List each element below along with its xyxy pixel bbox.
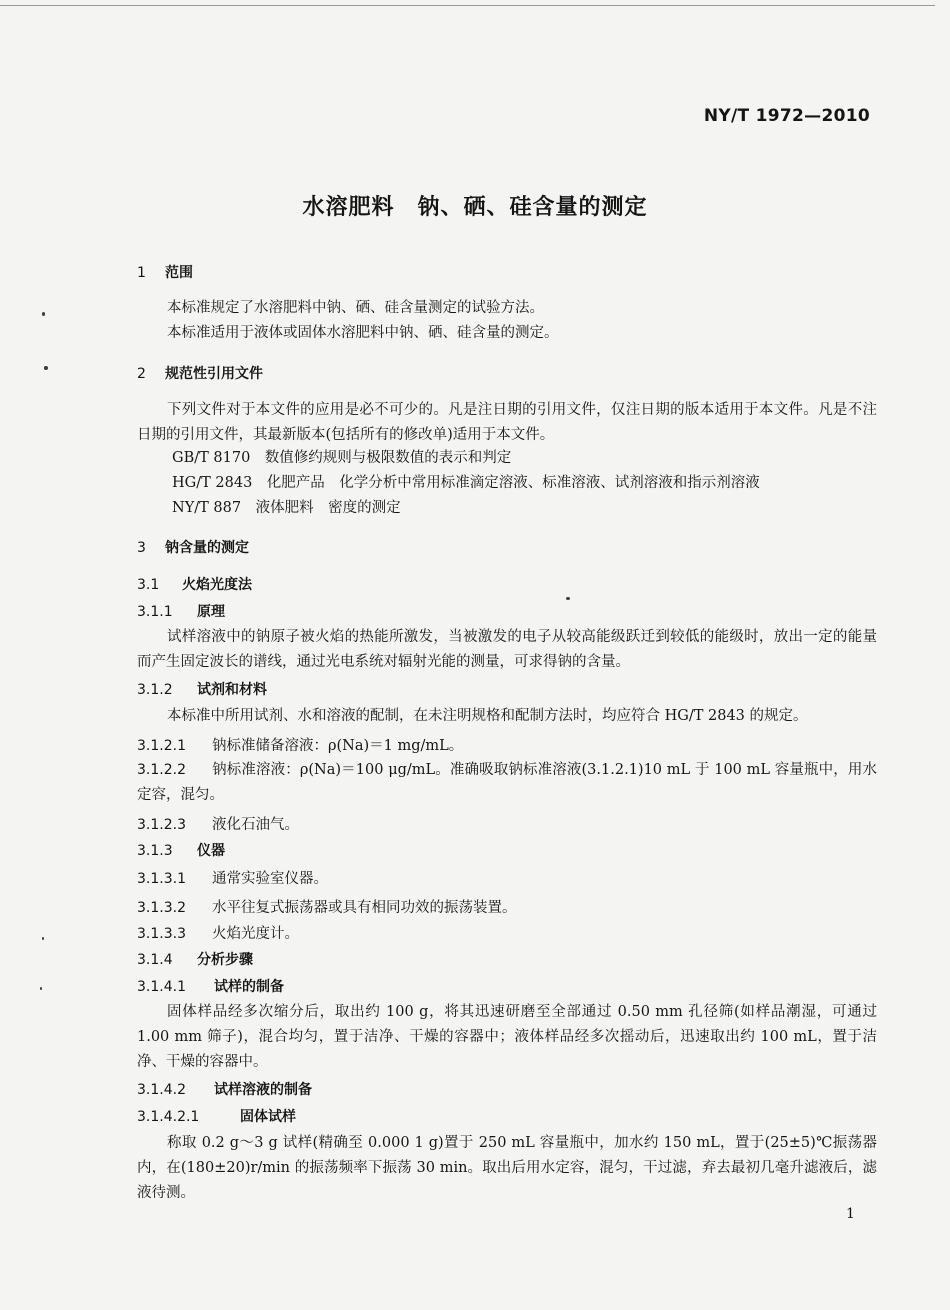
section-title: 固体试样	[240, 1109, 296, 1125]
scan-speck	[40, 987, 42, 990]
clause-number: 3.1.2.3	[137, 817, 186, 833]
section-3-1-2-heading	[137, 679, 267, 699]
clause-text: 钠标准储备溶液：ρ(Na)＝1 mg/mL。	[212, 738, 464, 754]
paragraph: 本标准中所用试剂、水和溶液的配制，在未注明规格和配制方法时，均应符合 HG/T 2843 的规定。	[167, 708, 808, 724]
section-title: 试样溶液的制备	[214, 1082, 312, 1098]
section-1-heading	[137, 262, 193, 282]
section-title: 钠含量的测定	[165, 540, 249, 556]
section-number: 3.1.2	[137, 682, 173, 698]
scan-speck	[44, 366, 48, 370]
section-number: 3.1	[137, 577, 160, 593]
clause-item	[137, 813, 299, 834]
section-3-1-4-1-heading	[137, 976, 284, 996]
paragraph: 本标准适用于液体或固体水溶肥料中钠、硒、硅含量的测定。	[167, 325, 559, 341]
section-3-1-3-heading	[137, 840, 225, 860]
section-3-1-heading	[137, 574, 252, 594]
document-title: 水溶肥料 钠、硒、硅含量的测定	[302, 195, 648, 220]
clause-text: 液化石油气。	[212, 817, 299, 833]
standard-number: NY/T 1972—2010	[703, 106, 870, 126]
clause-item	[137, 922, 299, 943]
scan-edge-line	[0, 5, 935, 6]
section-number: 3	[137, 540, 146, 556]
section-title: 分析步骤	[197, 952, 253, 968]
paragraph: 固体样品经多次缩分后，取出约 100 g，将其迅速研磨至全部通过 0.50 mm 孔径筛(如样品潮湿，可通过 1.00 mm 筛子)，混合均匀，置于洁净、干燥的容器中；液体样品经多次摇动后，迅速取出约 100 mL，置于洁净、干燥的容器中。	[137, 1004, 877, 1070]
scan-speck	[42, 312, 45, 316]
section-2-heading	[137, 363, 263, 383]
section-number: 3.1.4.1	[137, 979, 186, 995]
section-3-1-1-heading	[137, 601, 225, 621]
scan-speck	[566, 597, 570, 600]
clause-text: 火焰光度计。	[212, 926, 299, 942]
section-title: 试样的制备	[214, 979, 284, 995]
paragraph: 本标准规定了水溶肥料中钠、硒、硅含量测定的试验方法。	[167, 300, 544, 316]
paragraph: 试样溶液中的钠原子被火焰的热能所激发，当被激发的电子从较高能级跃迁到较低的能级时，放出一定的能量而产生固定波长的谱线，通过光电系统对辐射光能的测量，可求得钠的含量。	[137, 629, 877, 670]
reference-item: GB/T 8170 数值修约规则与极限数值的表示和判定	[172, 450, 512, 466]
clause-number: 3.1.2.2	[137, 762, 186, 778]
clause-item	[137, 758, 877, 808]
section-title: 仪器	[197, 843, 225, 859]
section-title: 规范性引用文件	[165, 366, 263, 382]
paragraph: 称取 0.2 g～3 g 试样(精确至 0.000 1 g)置于 250 mL 容量瓶中，加水约 150 mL，置于(25±5)℃振荡器内，在(180±20)r/min 的振荡频率下振荡 30 min。取出后用水定容，混匀，干过滤，弃去最初几毫升滤液后，滤液待测。	[137, 1135, 877, 1201]
section-number: 1	[137, 265, 146, 281]
section-number: 3.1.1	[137, 604, 173, 620]
scan-speck	[42, 937, 44, 940]
clause-number: 3.1.3.1	[137, 871, 186, 887]
section-3-1-4-2-heading	[137, 1079, 312, 1099]
section-title: 试剂和材料	[197, 682, 267, 698]
section-title: 火焰光度法	[182, 577, 252, 593]
paragraph: 下列文件对于本文件的应用是必不可少的。凡是注日期的引用文件，仅注日期的版本适用于本文件。凡是不注日期的引用文件，其最新版本(包括所有的修改单)适用于本文件。	[137, 402, 877, 443]
clause-text: 钠标准溶液：ρ(Na)＝100 μg/mL。准确吸取钠标准溶液(3.1.2.1)10 mL 于 100 mL 容量瓶中，用水定容，混匀。	[137, 762, 877, 803]
clause-number: 3.1.3.2	[137, 900, 186, 916]
reference-item: HG/T 2843 化肥产品 化学分析中常用标准滴定溶液、标准溶液、试剂溶液和指示剂溶液	[172, 475, 760, 491]
clause-item	[137, 734, 463, 755]
clause-number: 3.1.2.1	[137, 738, 186, 754]
clause-number: 3.1.3.3	[137, 926, 186, 942]
clause-item	[137, 867, 328, 888]
page-number: 1	[846, 1206, 855, 1222]
section-number: 3.1.4.2.1	[137, 1109, 200, 1125]
section-number: 3.1.4	[137, 952, 173, 968]
section-number: 3.1.3	[137, 843, 173, 859]
section-3-heading	[137, 537, 249, 557]
clause-text: 水平往复式振荡器或具有相同功效的振荡装置。	[212, 900, 517, 916]
reference-item: NY/T 887 液体肥料 密度的测定	[172, 500, 401, 516]
section-3-1-4-heading	[137, 949, 253, 969]
clause-text: 通常实验室仪器。	[212, 871, 328, 887]
section-title: 原理	[197, 604, 225, 620]
section-number: 3.1.4.2	[137, 1082, 186, 1098]
section-3-1-4-2-1-heading	[137, 1106, 296, 1126]
clause-item	[137, 896, 517, 917]
section-number: 2	[137, 366, 146, 382]
section-title: 范围	[165, 265, 193, 281]
